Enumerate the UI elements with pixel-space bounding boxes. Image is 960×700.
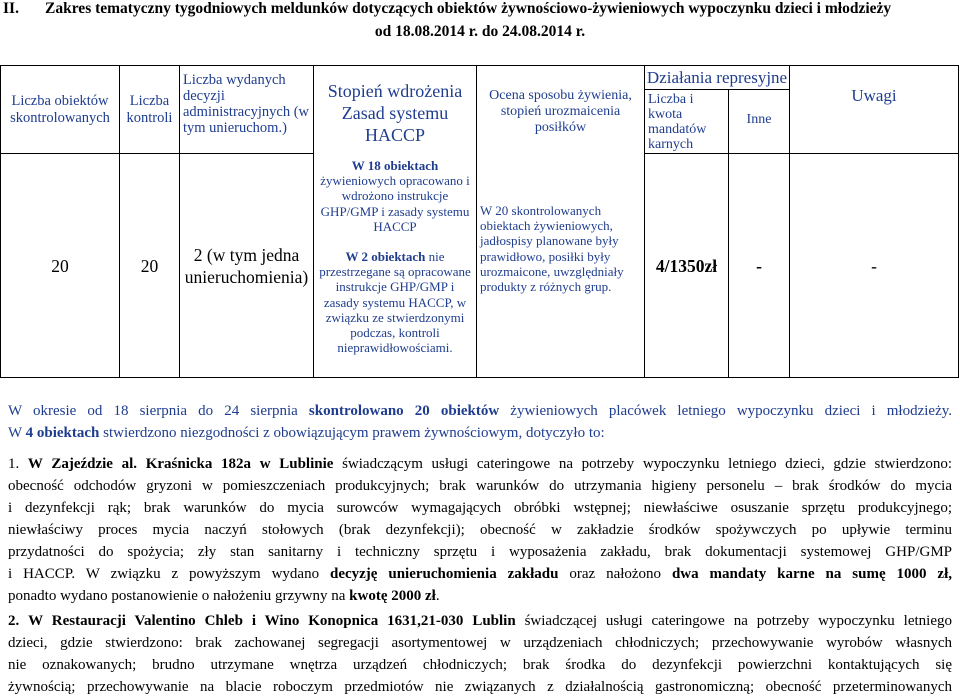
cell-liczba-decyzji: 2 (w tym jedna unieruchomienia) [180,154,314,378]
item-fine: dwa mandaty karne na sumę 1000 zł, [671,566,952,582]
cell-uwagi: - [790,154,959,378]
item-fine: kwotę 2000 zł [349,588,436,604]
summary-text: W [8,425,26,441]
item-establishment: W Zajeździe al. Kraśnicka 182a w Lublinie [27,456,334,472]
stopien-p2-bold: W 2 obiektach [345,249,426,265]
header-liczba-kontroli: Liczba kontroli [120,66,180,154]
section-title: Zakres tematyczny tygodniowych meldunków dotyczących obiektów żywnościowo-żywieniowych wypoczynku dzieci i młodzieży [45,0,892,17]
heading-line [3,0,891,18]
item-text: . [435,588,440,604]
summary-text: żywieniowych placówek letniego wypoczynku dzieci i młodzieży. [499,403,952,419]
header-stopien: Stopień wdrożenia Zasad systemu HACCP [327,81,463,145]
cell-liczba-kontroli: 20 [120,154,180,378]
item-text: oraz nałożono [558,566,672,582]
item-line: nie oznakowanych; brudno utrzymane wnętrza urządzeń chłodniczych; brak środka do dezynfekcji powierzchni kontaktujących się [8,657,952,673]
item-text: świadczącej usługi cateringowe na potrzeby wypoczynku letniego [515,613,952,629]
summary-bold: skontrolowano 20 obiektów [308,403,500,419]
item-line: i dezynfekcji rąk; brak warunków do mycia surowców wymagających obróbki wstępnej; niewłaściwe osuszanie sprzętu produkcyjnego; [8,500,952,516]
summary-paragraph [8,400,952,444]
header-liczba-obiektow: Liczba obiektów skontrolowanych [1,66,120,154]
item-line: przydatności do spożycia; zły stan sanitarny i techniczny sprzętu i wyposażenia zakładu, brak dokumentacji systemowej GHP/GMP [8,544,952,560]
cell-liczba-obiektow: 20 [1,154,120,378]
cell-inne: - [729,154,790,378]
summary-line [8,400,952,422]
finding-item-1 [8,453,952,607]
item-decision: decyzję unieruchomienia zakładu [329,566,559,582]
item-number: 2. [8,613,20,629]
summary-line [8,422,952,444]
summary-text: W okresie od 18 sierpnia do 24 sierpnia [8,403,309,419]
summary-bold: 4 obiektach [25,425,100,441]
date-range: od 18.08.2014 r. do 24.08.2014 r. [374,23,586,40]
summary-text: stwierdzono niezgodności z obowiązującym prawem żywnościowym, dotyczyło to: [99,425,605,441]
item-text: i HACCP. W związku z powyższym wydano [8,566,330,582]
header-inne: Inne [729,90,790,154]
item-line: obecność odchodów gryzoni w pomieszczeniach produkcyjnych; brak warunków do utrzymania higieny personelu – brak środków do mycia [8,478,952,494]
stopien-cell [314,66,477,378]
item-text: ponadto wydano postanowienie o nałożeniu grzywny na [8,588,350,604]
cell-mandaty: 4/1350zł [645,154,729,378]
item-establishment: W Restauracji Valentino Chleb i Wino Konopnica 1631,21-030 Lublin [28,613,516,629]
finding-item-2 [8,610,952,698]
item-line [8,453,952,475]
item-line: niewłaściwy proces mycia naczyń stołowych (brak dezynfekcji); obecność w zakładzie środków spożywczych po upływie terminu [8,522,952,538]
report-table [0,65,959,378]
stopien-p1-bold: W 18 obiektach [351,158,439,173]
item-text: świadczącym usługi cateringowe na potrzeby wypoczynku letniego dzieci, gdzie stwierdzono: [333,456,952,472]
item-line: żywnością; przechowywanie na blacie roboczym przedmiotów nie związanych z działalnością gastronomiczną; obecność przeterminowanych [8,679,952,695]
item-number: 1. [8,456,20,472]
section-number: II. [3,0,19,17]
header-mandaty: Liczba i kwota mandatów karnych [645,90,729,154]
stopien-p1-text: żywieniowych opracowano i wdrożono instrukcje GHP/GMP i zasady systemu HACCP [320,173,470,234]
stopien-p2-text: nie przestrzegane są opracowane instrukcje GHP/GMP i zasady systemu HACCP, w związku ze stwierdzonymi podczas, kontroli nieprawidłowościami. [319,249,471,356]
item-line: dzieci, gdzie stwierdzono: brak zachowanej segregacji asortymentowej w urządzeniach chłodniczych; przechowywanie wyrobów własnych [8,635,952,651]
item-line [8,585,952,607]
item-line [8,563,952,585]
ocena-body: W 20 skontrolowanych obiektach żywieniowych, jadłospisy planowane były prawidłowo, posiłki były urozmaicone, uwzględniały produkty z różnych grup. [480,203,624,295]
header-dzialania: Działania represyjne [645,66,790,90]
ocena-cell [477,66,645,378]
stopien-body [317,158,473,355]
item-line [8,610,952,632]
header-ocena: Ocena sposobu żywienia, stopień urozmaicenia posiłków [489,88,632,135]
header-liczba-decyzji: Liczba wydanych decyzji administracyjnych (w tym unieruchom.) [180,66,314,154]
header-uwagi: Uwagi [790,66,959,154]
